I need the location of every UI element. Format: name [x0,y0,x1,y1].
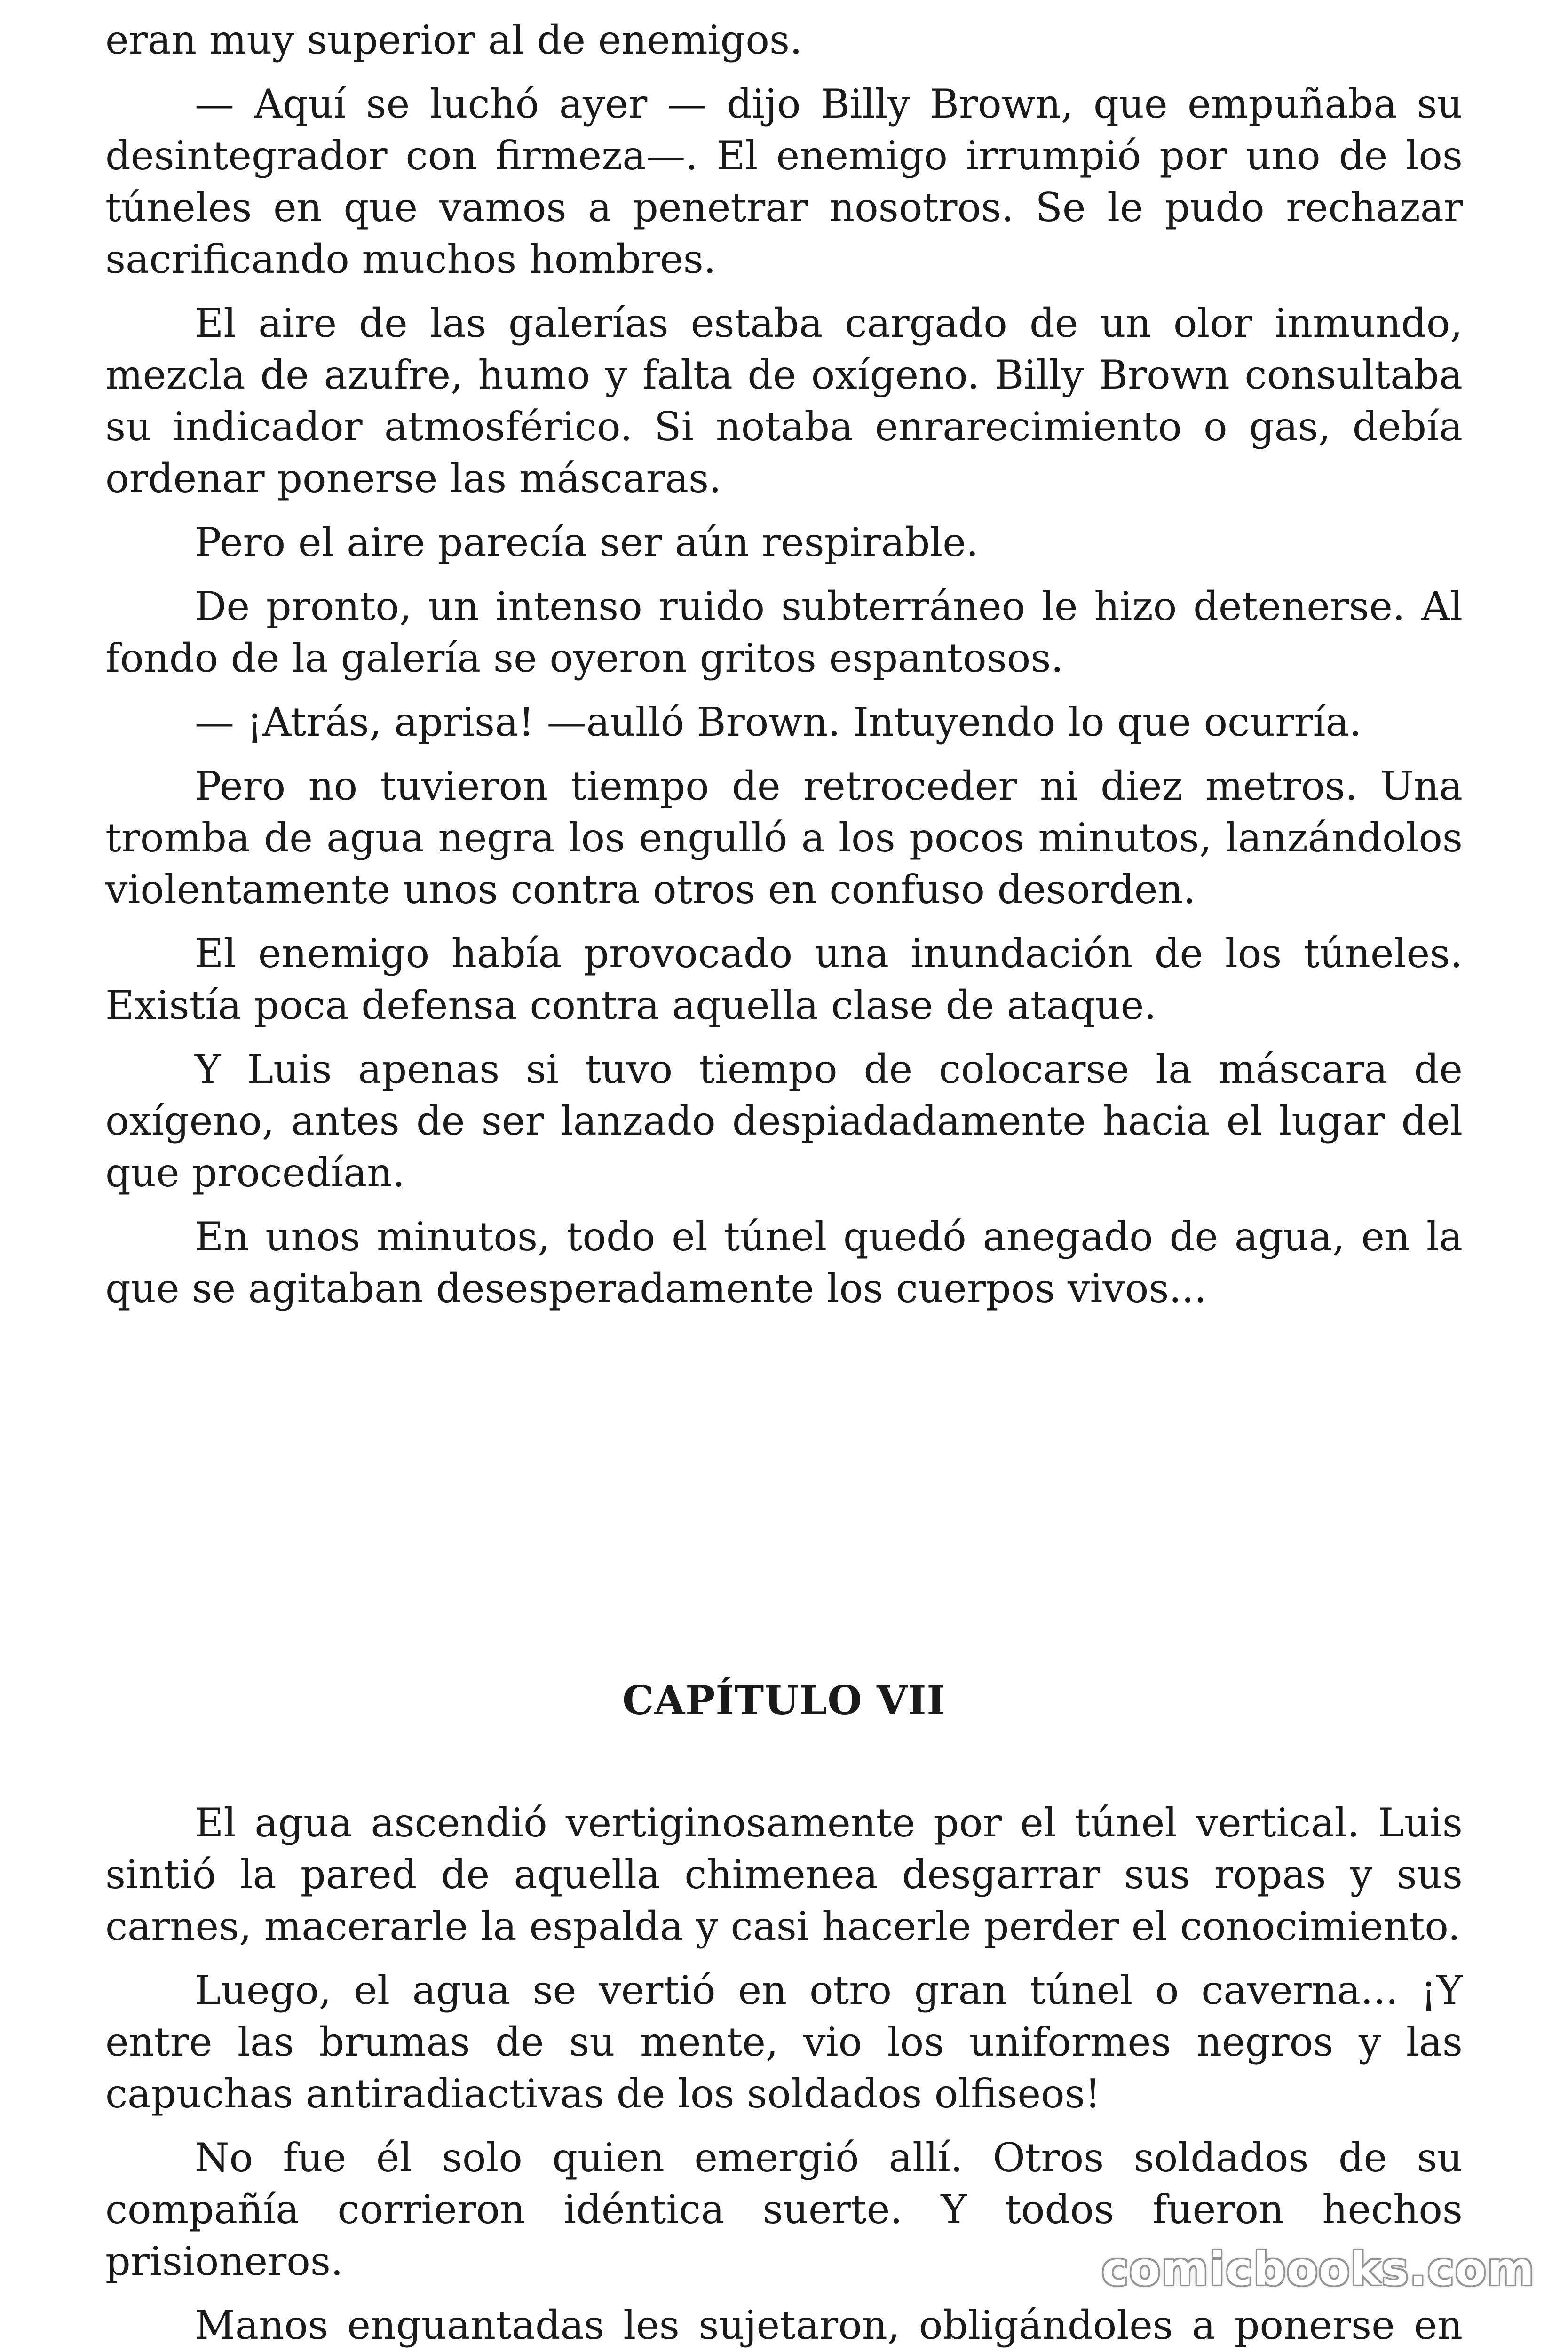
paragraph: Pero no tuvieron tiempo de retroceder ni diez metros. Una tromba de agua negra los engulló a los pocos minutos, lanzándolos violentamente unos contra otros en confuso desorden. [105,763,1463,913]
paragraph: No fue él solo quien emergió allí. Otros soldados de su compañía corrieron idéntica suerte. Y todos fueron hechos prisioneros. [105,2135,1463,2284]
book-page [105,14,1463,2352]
watermark-logo: comicbooks.com [1101,2243,1535,2296]
paragraph: En unos minutos, todo el túnel quedó anegado de agua, en la que se agitaban desesperadamente los cuerpos vivos... [105,1214,1463,1311]
paragraph: El agua ascendió vertiginosamente por el túnel vertical. Luis sintió la pared de aquella chimenea desgarrar sus ropas y sus carnes, macerarle la espalda y casi hacerle perder el conocimiento. [105,1800,1463,1949]
paragraph: Y Luis apenas si tuvo tiempo de colocarse la máscara de oxígeno, antes de ser lanzado despiadadamente hacia el lugar del que procedían. [105,1046,1463,1196]
paragraph: — Aquí se luchó ayer — dijo Billy Brown, que empuñaba su desintegrador con firmeza—. El enemigo irrumpió por uno de los túneles en que vamos a penetrar nosotros. Se le pudo rechazar sacrificando muchos hombres. [105,81,1463,282]
chapter-title: CAPÍTULO VII [622,1677,946,1724]
paragraph: Manos enguantadas les sujetaron, obligándoles a ponerse en [195,2302,1463,2348]
paragraph: — ¡Atrás, aprisa! —aulló Brown. Intuyendo lo que ocurría. [195,699,1362,745]
paragraph: eran muy superior al de enemigos. [105,17,802,63]
chapter-spacer [105,1726,1463,1797]
paragraph: El aire de las galerías estaba cargado de un olor inmundo, mezcla de azufre, humo y falta de oxígeno. Billy Brown consultaba su indicador atmosférico. Si notaba enrarecimiento o gas, debía ordenar ponerse las máscaras. [105,300,1463,501]
paragraph: Pero el aire parecía ser aún respirable. [195,519,979,565]
paragraph: Luego, el agua se vertió en otro gran túnel o caverna... ¡Y entre las brumas de su mente, vio los uniformes negros y las capuchas antiradiactivas de los soldados olfiseos! [105,1967,1463,2117]
chapter-spacer [105,1327,1463,1675]
paragraph: De pronto, un intenso ruido subterráneo le hizo detenerse. Al fondo de la galería se oyeron gritos espantosos. [105,583,1463,681]
paragraph: El enemigo había provocado una inundación de los túneles. Existía poca defensa contra aquella clase de ataque. [105,930,1463,1028]
